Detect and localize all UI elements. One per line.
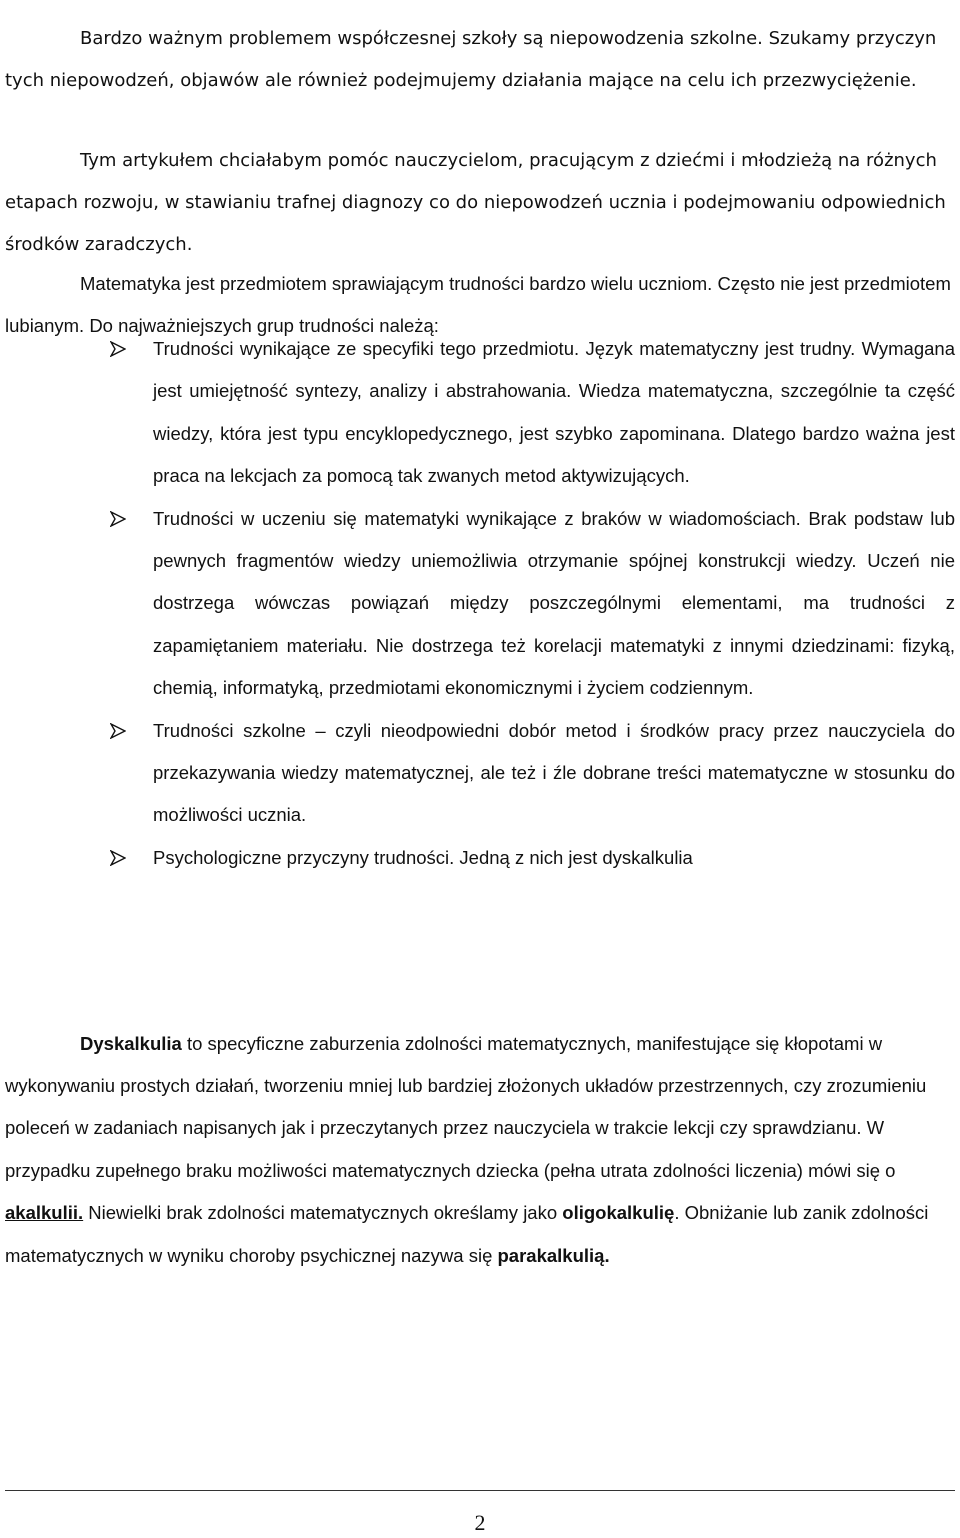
paragraph-definition (5, 1023, 955, 1277)
footer-divider (5, 1490, 955, 1491)
term-parakalkulia: parakalkulią. (497, 1244, 610, 1266)
list-item (0, 498, 955, 710)
term-akalkulia: akalkulii. (5, 1202, 84, 1224)
difficulty-groups-list (0, 328, 960, 879)
arrowhead-bullet-icon (110, 850, 126, 866)
arrowhead-bullet-icon (110, 723, 126, 739)
definition-text: Niewielki brak zdolności matematycznych określamy jako (83, 1202, 563, 1224)
paragraph-intro: Bardzo ważnym problemem współczesnej szkoły są niepowodzenia szkolne. Szukamy przyczyn tych niepowodzeń, objawów ale również podejmujemy działania mające na celu ich przezwyciężenie. (5, 28, 937, 91)
paragraph-math-difficulties: Matematyka jest przedmiotem sprawiającym trudności bardzo wielu uczniom. Często nie jest przedmiotem lubianym. Do najważniejszych grup trudności należą: (5, 272, 951, 336)
list-item-text: Psychologiczne przyczyny trudności. Jedną z nich jest dyskalkulia (153, 846, 693, 868)
definition-text: . Obniżanie lub zanik zdolności matematycznych w wyniku choroby psychicznej nazywa się (5, 1202, 929, 1266)
list-item (0, 837, 955, 879)
term-oligokalkulia: oligokalkulię (562, 1202, 675, 1224)
page-number: 2 (474, 1510, 486, 1535)
list-item (0, 328, 955, 498)
paragraph-purpose: Tym artykułem chciałabym pomóc nauczycielom, pracującym z dziećmi i młodzieżą na różnych etapach rozwoju, w stawianiu trafnej diagnozy co do niepowodzeń ucznia i podejmowaniu odpowiednich środków zaradczych. (5, 150, 946, 255)
list-item-text: Trudności wynikające ze specyfiki tego przedmiotu. Język matematyczny jest trudny. Wymagana jest umiejętność syntezy, analizy i abstrahowania. Wiedza matematyczna, szczególnie ta część wiedzy, która jest typu encyklopedycznego, jest szybko zapominana. Dlatego bardzo ważna jest praca na lekcjach za pomocą tak zwanych metod aktywizujących. (153, 338, 955, 487)
definition-text: to specyficzne zaburzenia zdolności matematycznych, manifestujące się kłopotami w wykonywaniu prostych działań, tworzeniu mniej lub bardziej złożonych układów przestrzennych, czy zrozumieniu poleceń w zadaniach napisanych jak i przeczytanych przez nauczyciela w trakcie lekcji czy sprawdzianu. W przypadku zupełnego braku możliwości matematycznych dziecka (pełna utrata zdolności liczenia) mówi się o (5, 1032, 927, 1181)
arrowhead-bullet-icon (110, 341, 126, 357)
list-item (0, 710, 955, 837)
term-dyskalkulia: Dyskalkulia (80, 1032, 182, 1054)
list-item-text: Trudności w uczeniu się matematyki wynikające z braków w wiadomościach. Brak podstaw lub pewnych fragmentów wiedzy uniemożliwia otrzymanie spójnej konstrukcji wiedzy. Uczeń nie dostrzega wówczas powiązań między poszczególnymi elementami, ma trudności z zapamiętaniem materiału. Nie dostrzega też korelacji matematyki z innymi dziedzinami: fizyką, chemią, informatyką, przedmiotami ekonomicznymi i życiem codziennym. (153, 507, 955, 699)
arrowhead-bullet-icon (110, 511, 126, 527)
list-item-text: Trudności szkolne – czyli nieodpowiedni dobór metod i środków pracy przez nauczyciela do przekazywania wiedzy matematycznej, ale też i źle dobrane treści matematyczne w stosunku do możliwości ucznia. (153, 719, 955, 826)
